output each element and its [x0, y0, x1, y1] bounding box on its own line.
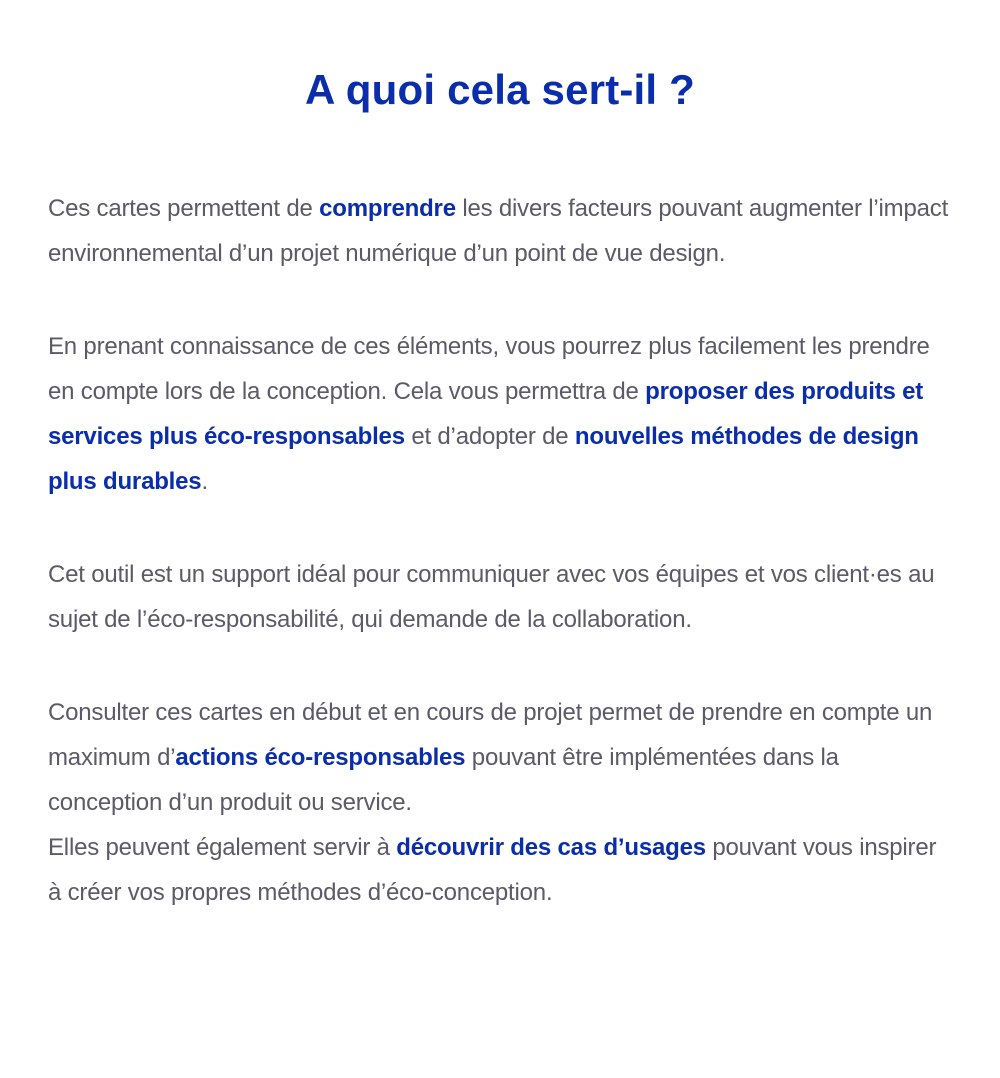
- text: pouvant être implémentées dans la conception d’un produit ou service.: [48, 744, 839, 816]
- highlight-eco-actions: actions éco-responsables: [175, 744, 466, 771]
- paragraph-purpose: [48, 186, 952, 276]
- text: .: [201, 468, 208, 495]
- text: les divers facteurs pouvant augmenter l’impact environnemental d’un projet numérique d’un point de vue design.: [48, 195, 949, 267]
- text: Cet outil est un support idéal pour communiquer avec vos équipes et vos client·es au sujet de l’éco-responsabilité, qui demande de la collaboration.: [48, 561, 935, 633]
- text: pouvant vous inspirer à créer vos propres méthodes d’éco-conception.: [48, 834, 937, 906]
- text: Consulter ces cartes en début et en cours de projet permet de prendre en compte un maximum d’: [48, 699, 933, 771]
- paragraph-communication: [48, 552, 952, 642]
- section-title: A quoi cela sert-il ?: [304, 66, 696, 113]
- paragraph-benefits: [48, 324, 952, 504]
- text: et d’adopter de: [404, 423, 575, 450]
- text: Elles peuvent également servir à: [48, 834, 397, 861]
- paragraph-usage: [48, 690, 952, 915]
- highlight-comprendre: comprendre: [319, 195, 456, 222]
- highlight-durable-methods: nouvelles méthodes de design plus durables: [48, 423, 919, 495]
- highlight-use-cases: découvrir des cas d’usages: [396, 834, 706, 861]
- section-body: [48, 186, 952, 915]
- text: En prenant connaissance de ces éléments, vous pourrez plus facilement les prendre en compte lors de la conception. Cela vous permettra de: [48, 333, 930, 405]
- text: Ces cartes permettent de: [48, 195, 320, 222]
- highlight-eco-products: proposer des produits et services plus éco-responsables: [48, 378, 924, 450]
